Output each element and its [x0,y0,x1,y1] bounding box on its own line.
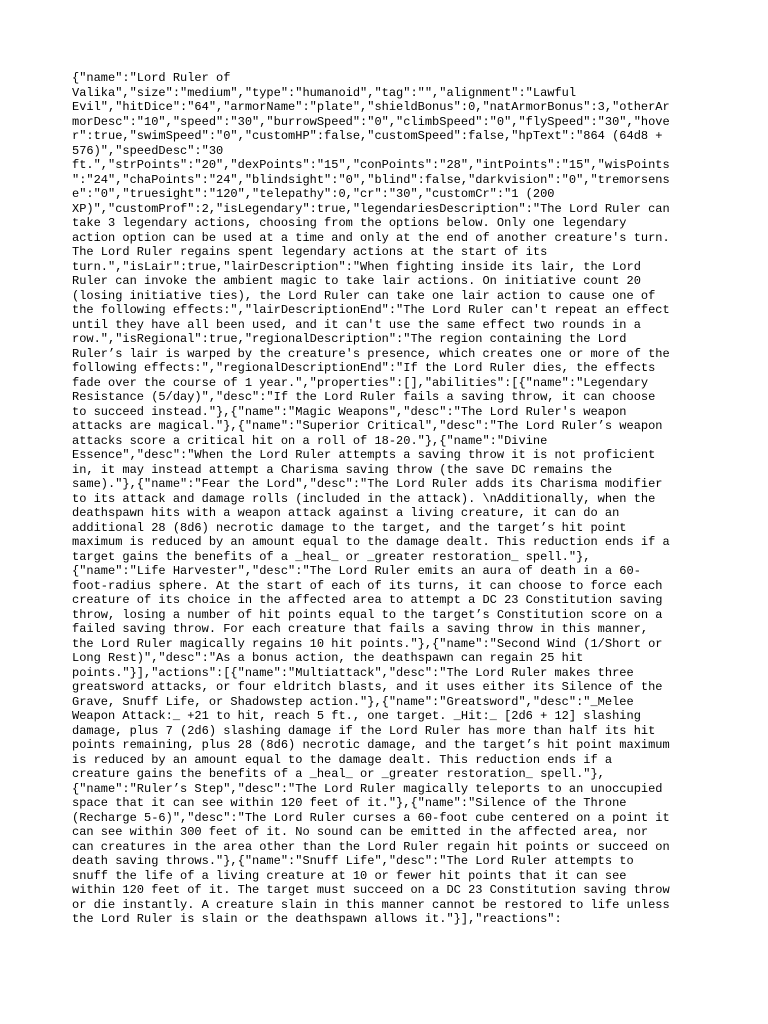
text-line: in, it may instead attempt a Charisma saving throw (the save DC remains the [72,462,613,477]
text-line: failed saving throw. For each creature that fails a saving throw in this manner, [72,622,649,636]
text-line: following effects:","regionalDescriptionEnd":"If the Lord Ruler dies, the effects [72,361,656,375]
text-line: take 3 legendary actions, choosing from the options below. Only one legendary [72,216,627,230]
text-line: {"name":"Life Harvester","desc":"The Lord Ruler emits an aura of death in a 60- [72,564,641,578]
text-line: The Lord Ruler regains spent legendary actions at the start of its [72,245,548,259]
text-line: snuff the life of a living creature at 10 or fewer hit points that it can see [72,868,627,883]
text-line: to succeed instead."},{"name":"Magic Weapons","desc":"The Lord Ruler's weapon [72,404,627,419]
document-text-body [72,71,702,927]
text-line: 576)","speedDesc":"30 [72,143,224,158]
text-line: greatsword attacks, or four eldritch blasts, and it uses either its Silence of the [72,680,663,694]
text-line: points remaining, plus 28 (8d6) necrotic damage, and the target’s hit point maximum [72,738,670,752]
text-line: damage, plus 7 (2d6) slashing damage if the Lord Ruler has more than half its hit [72,723,656,738]
text-line: Ruler’s lair is warped by the creature's presence, which creates one or more of the [72,346,670,361]
text-line: space that it can see within 120 feet of it."},{"name":"Silence of the Throne [72,796,627,810]
text-line: {"name":"Lord Ruler of [72,71,231,85]
text-line: to its attack and damage rolls (included in the attack). \nAdditionally, when the [72,491,656,506]
text-line: Long Rest)","desc":"As a bonus action, the deathspawn can regain 25 hit [72,651,584,665]
text-line: fade over the course of 1 year.","properties":[],"abilities":[{"name":"Legendary [72,375,649,390]
text-line: creature gains the benefits of a _heal_ or _greater restoration_ spell."}, [72,767,605,781]
text-line: Ruler can invoke the ambient magic to take lair actions. On initiative count 20 [72,274,641,288]
text-line: Essence","desc":"When the Lord Ruler attempts a saving throw it is not proficient [72,448,656,462]
text-line: Weapon Attack:_ +21 to hit, reach 5 ft., one target. _Hit:_ [2d6 + 12] slashing [72,709,641,723]
text-line: is reduced by an amount equal to the damage dealt. This reduction ends if a [72,752,613,767]
text-line: can creatures in the area other than the Lord Ruler regain hit points or succeed on [72,839,670,854]
text-line: or die instantly. A creature slain in this manner cannot be restored to life unless [72,897,670,912]
text-line: Resistance (5/day)","desc":"If the Lord Ruler fails a saving throw, it can choose [72,390,656,404]
text-line: attacks score a critical hit on a roll of 18-20."},{"name":"Divine [72,433,548,448]
text-line: until they have all been used, and it can't use the same effect two rounds in a [72,317,641,332]
text-line: action option can be used at a time and only at the end of another creature's turn. [72,230,670,245]
text-line: {"name":"Ruler’s Step","desc":"The Lord Ruler magically teleports to an unoccupied [72,781,663,796]
text-line: r":true,"swimSpeed":"0","customHP":false,"customSpeed":false,"hpText":"864 (64d8 + [72,129,663,143]
text-line: XP)","customProf":2,"isLegendary":true,"legendariesDescription":"The Lord Ruler can [72,201,670,216]
text-line: creature of its choice in the affected area to attempt a DC 23 Constitution saving [72,593,663,607]
text-line: maximum is reduced by an amount equal to the damage dealt. This reduction ends if a [72,535,670,549]
text-line: throw, losing a number of hit points equal to the target’s Constitution score on a [72,607,663,622]
text-line: row.","isRegional":true,"regionalDescription":"The region containing the Lord [72,332,627,346]
text-line: e":"0","truesight":"120","telepathy":0,"cr":"30","customCr":"1 (200 [72,187,555,201]
text-line: ":"24","chaPoints":"24","blindsight":"0","blind":false,"darkvision":"0","tremorsens [72,172,670,187]
text-line: death saving throws."},{"name":"Snuff Life","desc":"The Lord Ruler attempts to [72,854,634,868]
text-line: turn.","isLair":true,"lairDescription":"When fighting inside its lair, the Lord [72,259,641,274]
text-line: points."}],"actions":[{"name":"Multiattack","desc":"The Lord Ruler makes three [72,665,634,680]
text-line: foot-radius sphere. At the start of each of its turns, it can choose to force each [72,578,663,593]
text-line: (losing initiative ties), the Lord Ruler can take one lair action to cause one of [72,288,656,303]
text-line: (Recharge 5-6)","desc":"The Lord Ruler curses a 60-foot cube centered on a point it [72,810,670,825]
text-line: Grave, Snuff Life, or Shadowstep action."},{"name":"Greatsword","desc":"_Melee [72,694,634,709]
text-line: same)."},{"name":"Fear the Lord","desc":"The Lord Ruler adds its Charisma modifier [72,477,663,491]
text-line: ft.","strPoints":"20","dexPoints":"15","conPoints":"28","intPoints":"15","wisPoints [72,158,670,172]
text-line: deathspawn hits with a weapon attack against a living creature, it can do an [72,506,620,520]
text-line: the following effects:","lairDescriptionEnd":"The Lord Ruler can't repeat an effect [72,303,670,317]
text-line: additional 28 (8d6) necrotic damage to the target, and the target’s hit point [72,520,627,535]
text-line: attacks are magical."},{"name":"Superior Critical","desc":"The Lord Ruler’s weapon [72,419,663,433]
text-line: the Lord Ruler magically regains 10 hit points."},{"name":"Second Wind (1/Short or [72,636,663,651]
text-line: morDesc":"10","speed":"30","burrowSpeed":"0","climbSpeed":"0","flySpeed":"30","hove [72,114,670,129]
text-line: target gains the benefits of a _heal_ or _greater restoration_ spell."}, [72,549,591,564]
text-line: within 120 feet of it. The target must succeed on a DC 23 Constitution saving throw [72,883,670,897]
text-line: the Lord Ruler is slain or the deathspawn allows it."}],"reactions": [72,912,562,926]
text-line: can see within 300 feet of it. No sound can be emitted in the affected area, nor [72,825,649,839]
text-line: Evil","hitDice":"64","armorName":"plate","shieldBonus":0,"natArmorBonus":3,"otherAr [72,100,670,114]
text-line: Valika","size":"medium","type":"humanoid","tag":"","alignment":"Lawful [72,85,577,100]
